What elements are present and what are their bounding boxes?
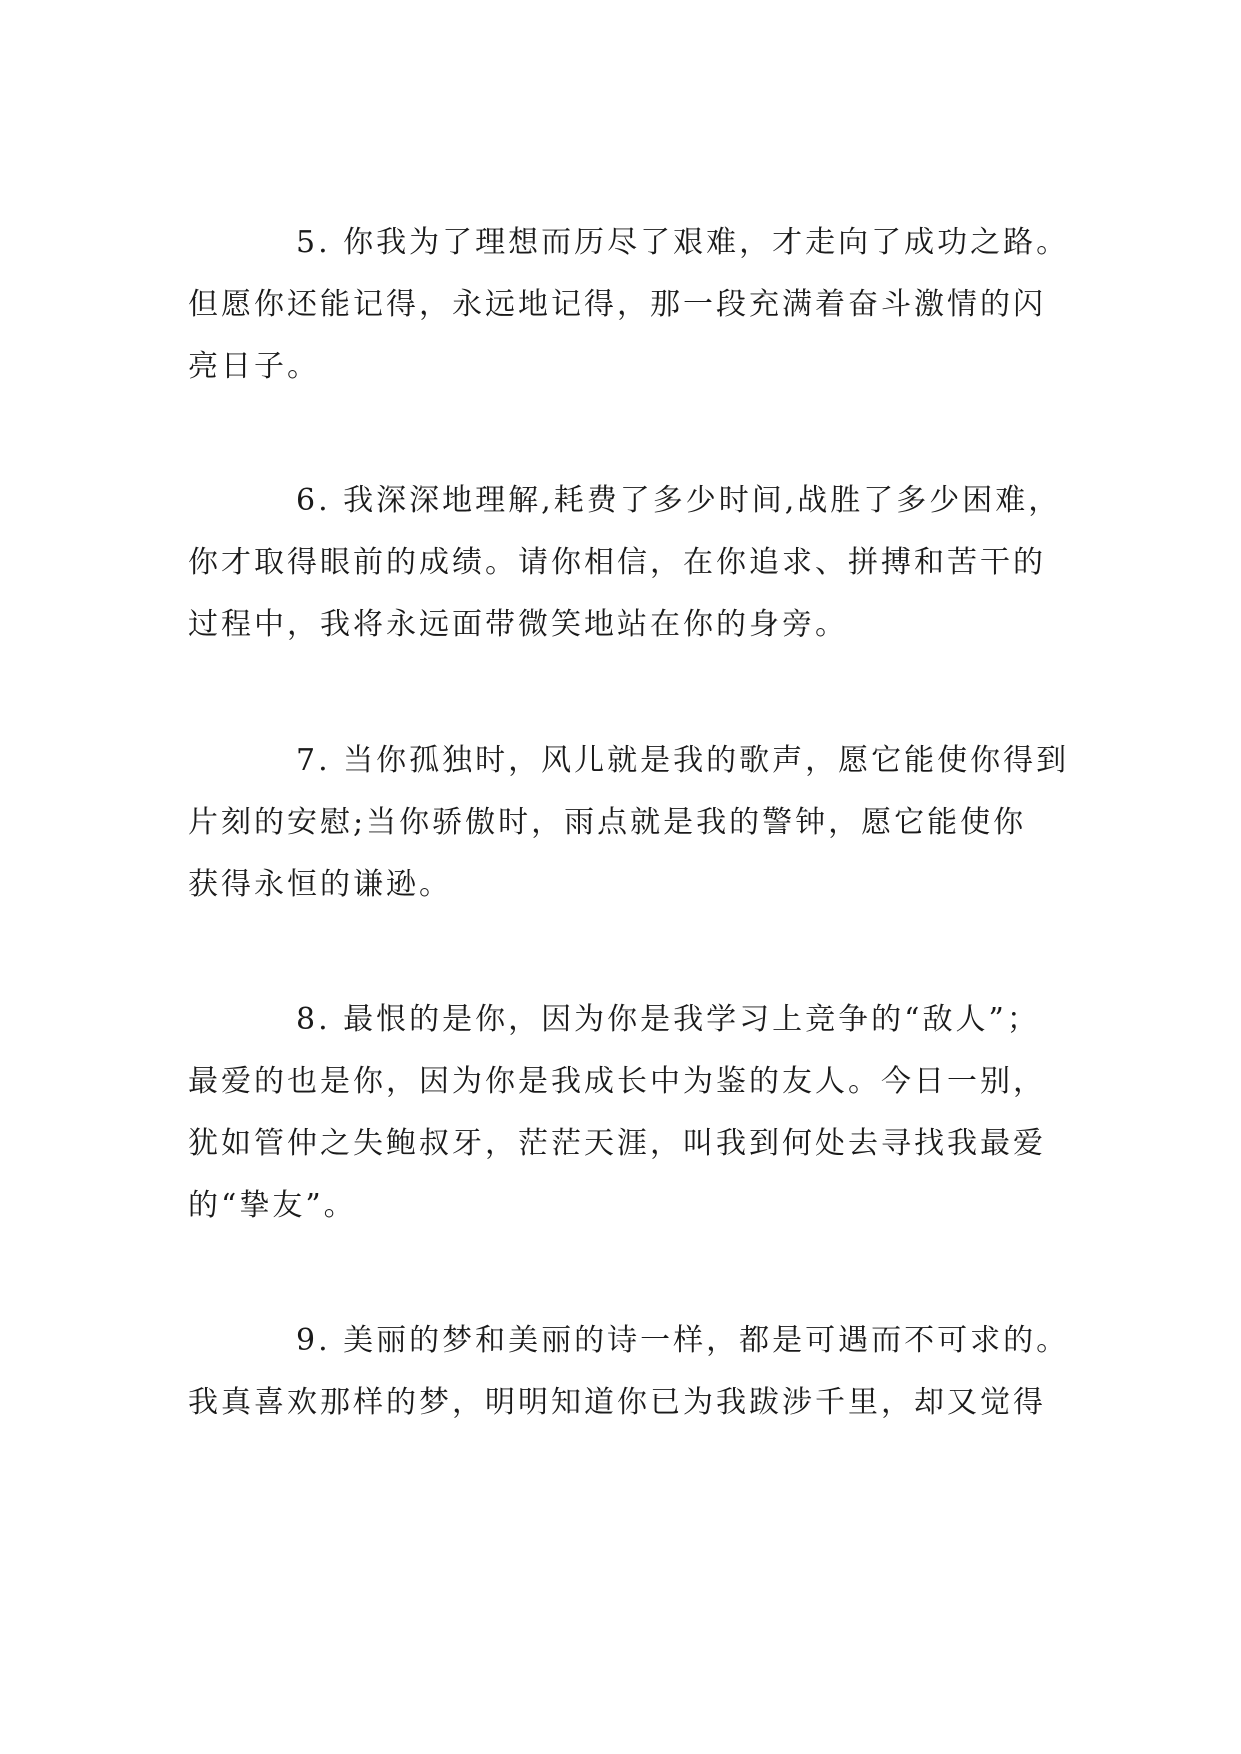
paragraph-line: 过程中，我将永远面带微笑地站在你的身旁。 xyxy=(188,607,848,642)
paragraph-line: 犹如管仲之失鲍叔牙，茫茫天涯，叫我到何处去寻找我最爱 xyxy=(188,1126,1046,1161)
paragraph-line: 片刻的安慰;当你骄傲时，雨点就是我的警钟，愿它能使你 xyxy=(188,805,1027,840)
paragraph-line: 8. 最恨的是你，因为你是我学习上竞争的“敌人”； xyxy=(296,1002,1040,1037)
paragraph-line: 6. 我深深地理解,耗费了多少时间,战胜了多少困难， xyxy=(296,483,1062,518)
paragraph-line: 获得永恒的谦逊。 xyxy=(188,867,452,902)
paragraph-line: 7. 当你孤独时，风儿就是我的歌声，愿它能使你得到 xyxy=(296,743,1070,778)
paragraph-5 xyxy=(188,212,1073,398)
paragraph-8 xyxy=(188,989,1073,1237)
paragraph-line: 但愿你还能记得，永远地记得，那一段充满着奋斗激情的闪 xyxy=(188,287,1046,322)
paragraph-line: 9. 美丽的梦和美丽的诗一样，都是可遇而不可求的。 xyxy=(296,1323,1070,1358)
paragraph-line: 最爱的也是你，因为你是我成长中为鉴的友人。今日一别， xyxy=(188,1064,1046,1099)
paragraph-7 xyxy=(188,730,1073,916)
paragraph-line: 亮日子。 xyxy=(188,349,320,384)
paragraph-line: 的“挚友”。 xyxy=(188,1188,357,1223)
paragraph-line: 你才取得眼前的成绩。请你相信，在你追求、拼搏和苦干的 xyxy=(188,545,1046,580)
paragraph-line: 5. 你我为了理想而历尽了艰难，才走向了成功之路。 xyxy=(296,225,1070,260)
paragraph-9 xyxy=(188,1310,1073,1434)
paragraph-6 xyxy=(188,470,1073,656)
paragraph-line: 我真喜欢那样的梦，明明知道你已为我跋涉千里，却又觉得 xyxy=(188,1385,1046,1420)
